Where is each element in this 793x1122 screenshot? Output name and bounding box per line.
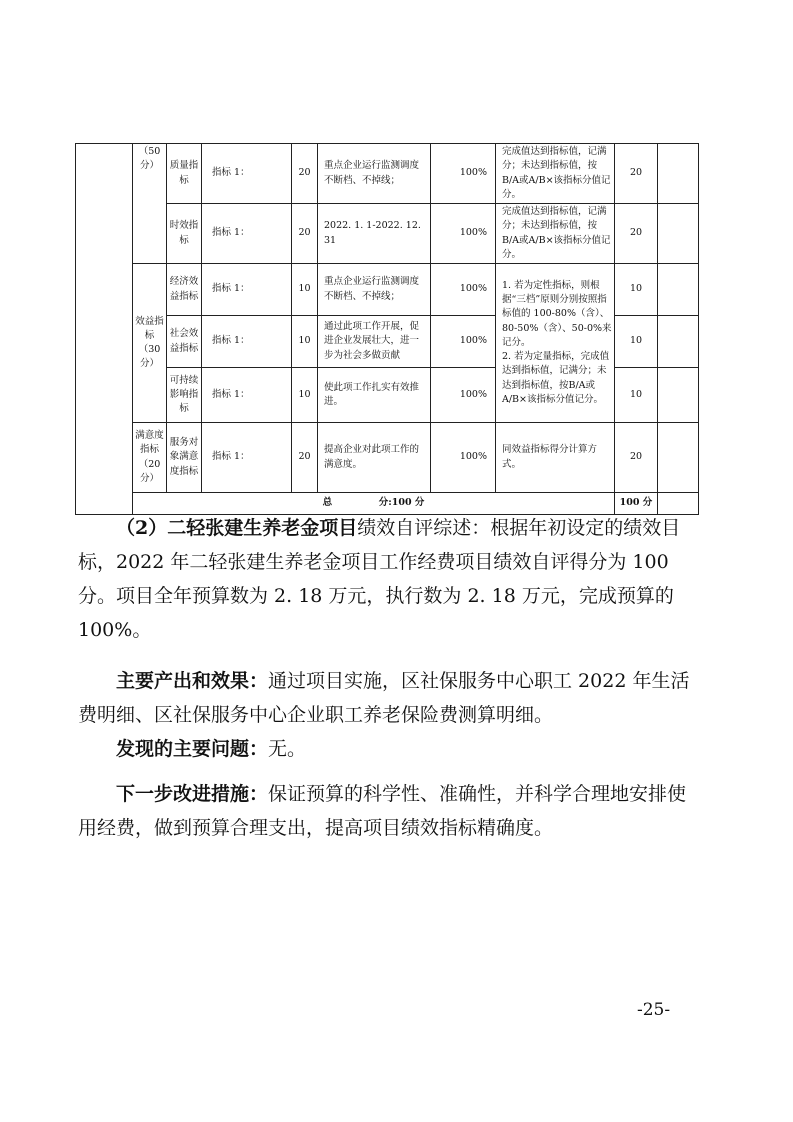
problems-text: 无。 <box>268 738 307 760</box>
sub-indicator-cell: 可持续影响指标 <box>167 368 202 423</box>
remark-cell <box>658 264 699 316</box>
output-text: 通过项目实施，区社保服务中心职工 2022 年生活费明细、区社保服务中心企业职工养老保险费测算明细。 <box>78 670 690 726</box>
indicator-cell: 指标 1： <box>202 368 292 423</box>
indicator-cell: 指标 1： <box>202 316 292 368</box>
indicator-cell: 指标 1： <box>202 204 292 264</box>
score-cell: 10 <box>615 264 658 316</box>
indicator-cell: 指标 1： <box>202 423 292 493</box>
description-cell: 使此项工作扎实有效推进。 <box>318 368 431 423</box>
rule-cell: 1. 若为定性指标，则根据“三档”原则分别按照指标值的 100-80%（含）、80-50%（含）、50-0%来记分。 2. 若为定量指标，完成值达到指标值，记满分；未达到指标值，按B/A或A/B×该指标分值记分。 <box>496 264 615 423</box>
improvements-text: 保证预算的科学性、准确性，并科学合理地安排使用经费，做到预算合理支出，提高项目绩效指标精确度。 <box>78 783 687 839</box>
weight-cell: 20 <box>292 423 318 493</box>
remark-cell <box>658 368 699 423</box>
sub-indicator-cell: 服务对象满意度指标 <box>167 423 202 493</box>
rule-cell: 完成值达到指标值，记满分；未达到指标值，按B/A或A/B×该指标分值记分。 <box>496 204 615 264</box>
total-label-b: 分:100 分 <box>378 497 425 509</box>
score-cell: 20 <box>615 423 658 493</box>
total-label-a: 总 <box>322 497 333 509</box>
description-cell: 2022. 1. 1-2022. 12. 31 <box>318 204 431 264</box>
section-heading: （2）二轻张建生养老金项目 <box>116 517 358 539</box>
target-cell: 100% <box>431 368 496 423</box>
target-cell: 100% <box>431 144 496 204</box>
weight-cell: 20 <box>292 204 318 264</box>
remark-cell <box>658 144 699 204</box>
page-number: -25- <box>637 1000 671 1020</box>
target-cell: 100% <box>431 316 496 368</box>
score-cell: 10 <box>615 316 658 368</box>
indicator-cell: 指标 1： <box>202 264 292 316</box>
category-cell: 满意度指标（20分） <box>133 423 167 493</box>
description-cell: 重点企业运行监测调度不断档、不掉线； <box>318 264 431 316</box>
sub-indicator-cell: 社会效益指标 <box>167 316 202 368</box>
first-level-cell <box>76 144 133 515</box>
weight-cell: 10 <box>292 264 318 316</box>
paragraph-summary <box>78 511 700 647</box>
table-row <box>76 264 699 316</box>
paragraph-improvements <box>78 777 700 845</box>
score-cell: 20 <box>615 144 658 204</box>
target-cell: 100% <box>431 264 496 316</box>
score-cell: 20 <box>615 204 658 264</box>
rule-cell: 完成值达到指标值，记满分；未达到指标值，按B/A或A/B×该指标分值记分。 <box>496 144 615 204</box>
summary-text: 绩效自评综述：根据年初设定的绩效目标，2022 年二轻张建生养老金项目工作经费项目绩效自评得分为 100 分。项目全年预算数为 2. 18 万元，执行数为 2. 18 万元，完成预算的 100%。 <box>78 517 681 641</box>
table-row <box>76 204 699 264</box>
paragraph-output <box>78 664 700 732</box>
description-cell: 提高企业对此项工作的满意度。 <box>318 423 431 493</box>
weight-cell: 20 <box>292 144 318 204</box>
improvements-label: 下一步改进措施： <box>116 783 269 805</box>
target-cell: 100% <box>431 204 496 264</box>
total-score-cell: 100 分 <box>615 493 658 515</box>
sub-indicator-cell: 经济效益指标 <box>167 264 202 316</box>
table-row <box>76 423 699 493</box>
problems-label: 发现的主要问题： <box>116 738 269 760</box>
remark-cell <box>658 423 699 493</box>
indicator-cell: 指标 1： <box>202 144 292 204</box>
category-cell: （50分） <box>133 144 167 264</box>
performance-table <box>75 143 699 515</box>
score-cell: 10 <box>615 368 658 423</box>
rule-cell: 同效益指标得分计算方式。 <box>496 423 615 493</box>
sub-indicator-cell: 时效指标 <box>167 204 202 264</box>
description-cell: 通过此项工作开展，促进企业发展壮大，进一步为社会多做贡献 <box>318 316 431 368</box>
weight-cell: 10 <box>292 316 318 368</box>
weight-cell: 10 <box>292 368 318 423</box>
description-cell: 重点企业运行监测调度不断档、不掉线； <box>318 144 431 204</box>
output-label: 主要产出和效果： <box>116 670 269 692</box>
sub-indicator-cell: 质量指标 <box>167 144 202 204</box>
category-cell: 效益指标（30分） <box>133 264 167 423</box>
remark-cell <box>658 204 699 264</box>
remark-cell <box>658 316 699 368</box>
paragraph-problems <box>78 732 700 766</box>
target-cell: 100% <box>431 423 496 493</box>
table-row <box>76 144 699 204</box>
